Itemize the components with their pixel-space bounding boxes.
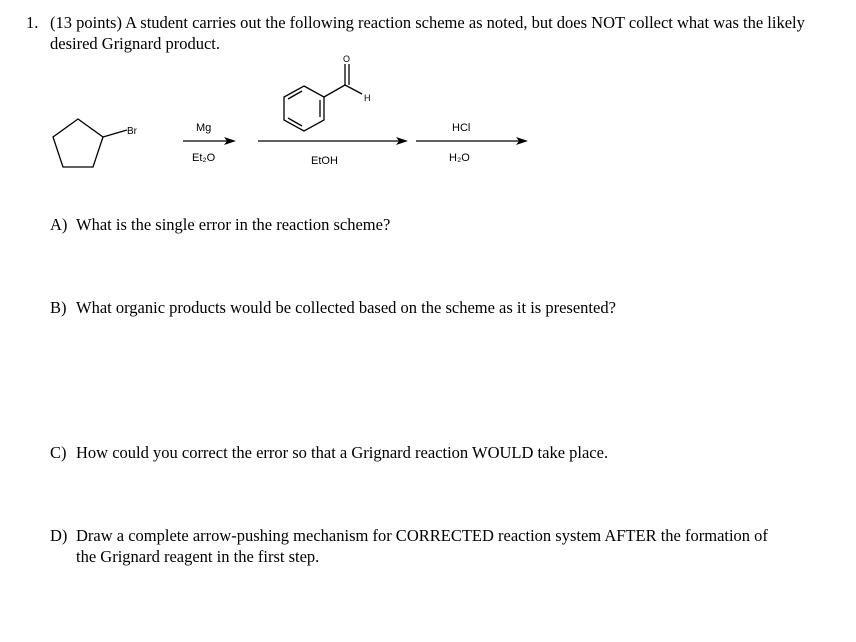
cyclopentane-ring — [53, 119, 103, 167]
ring-to-carbonyl-bond — [324, 85, 345, 97]
step2-solvent-ethanol: EtOH — [311, 155, 338, 167]
aromatic-double-bond-3 — [288, 118, 302, 126]
question-number: 1. — [26, 13, 39, 32]
c-br-bond — [103, 130, 127, 137]
aldehyde-c-h-bond — [345, 85, 362, 94]
part-c-text: How could you correct the error so that a Grignard reaction WOULD take place. — [76, 443, 609, 462]
aromatic-double-bond-1 — [288, 91, 302, 99]
part-d — [50, 525, 850, 567]
bromine-label: Br — [127, 126, 137, 137]
aldehyde-hydrogen-label: H — [364, 93, 371, 103]
part-b-label: B) — [50, 298, 67, 317]
step1-reagent-mg: Mg — [196, 122, 212, 134]
part-a-label: A) — [50, 215, 68, 234]
carbonyl-oxygen-label: O — [343, 54, 351, 64]
step3-reagent-water: H₂O — [449, 152, 470, 164]
part-a-text: What is the single error in the reaction scheme? — [76, 215, 391, 234]
benzene-ring — [284, 86, 324, 131]
part-d-text-line1: Draw a complete arrow-pushing mechanism for CORRECTED reaction system AFTER the formation of — [76, 526, 768, 545]
part-b — [50, 297, 850, 318]
question-text: (13 points) A student carries out the following reaction scheme as noted, but does NOT collect what was the likely desired Grignard product. — [50, 13, 805, 53]
part-c — [50, 442, 850, 463]
part-a — [50, 214, 850, 235]
part-c-label: C) — [50, 443, 67, 462]
part-d-label: D) — [50, 526, 68, 545]
step3-reagent-hcl: HCl — [452, 122, 471, 134]
part-d-text-line2: the Grignard reagent in the first step. — [76, 547, 320, 566]
step1-solvent-ether: Et₂O — [192, 152, 216, 164]
part-b-text: What organic products would be collected based on the scheme as it is presented? — [76, 298, 616, 317]
